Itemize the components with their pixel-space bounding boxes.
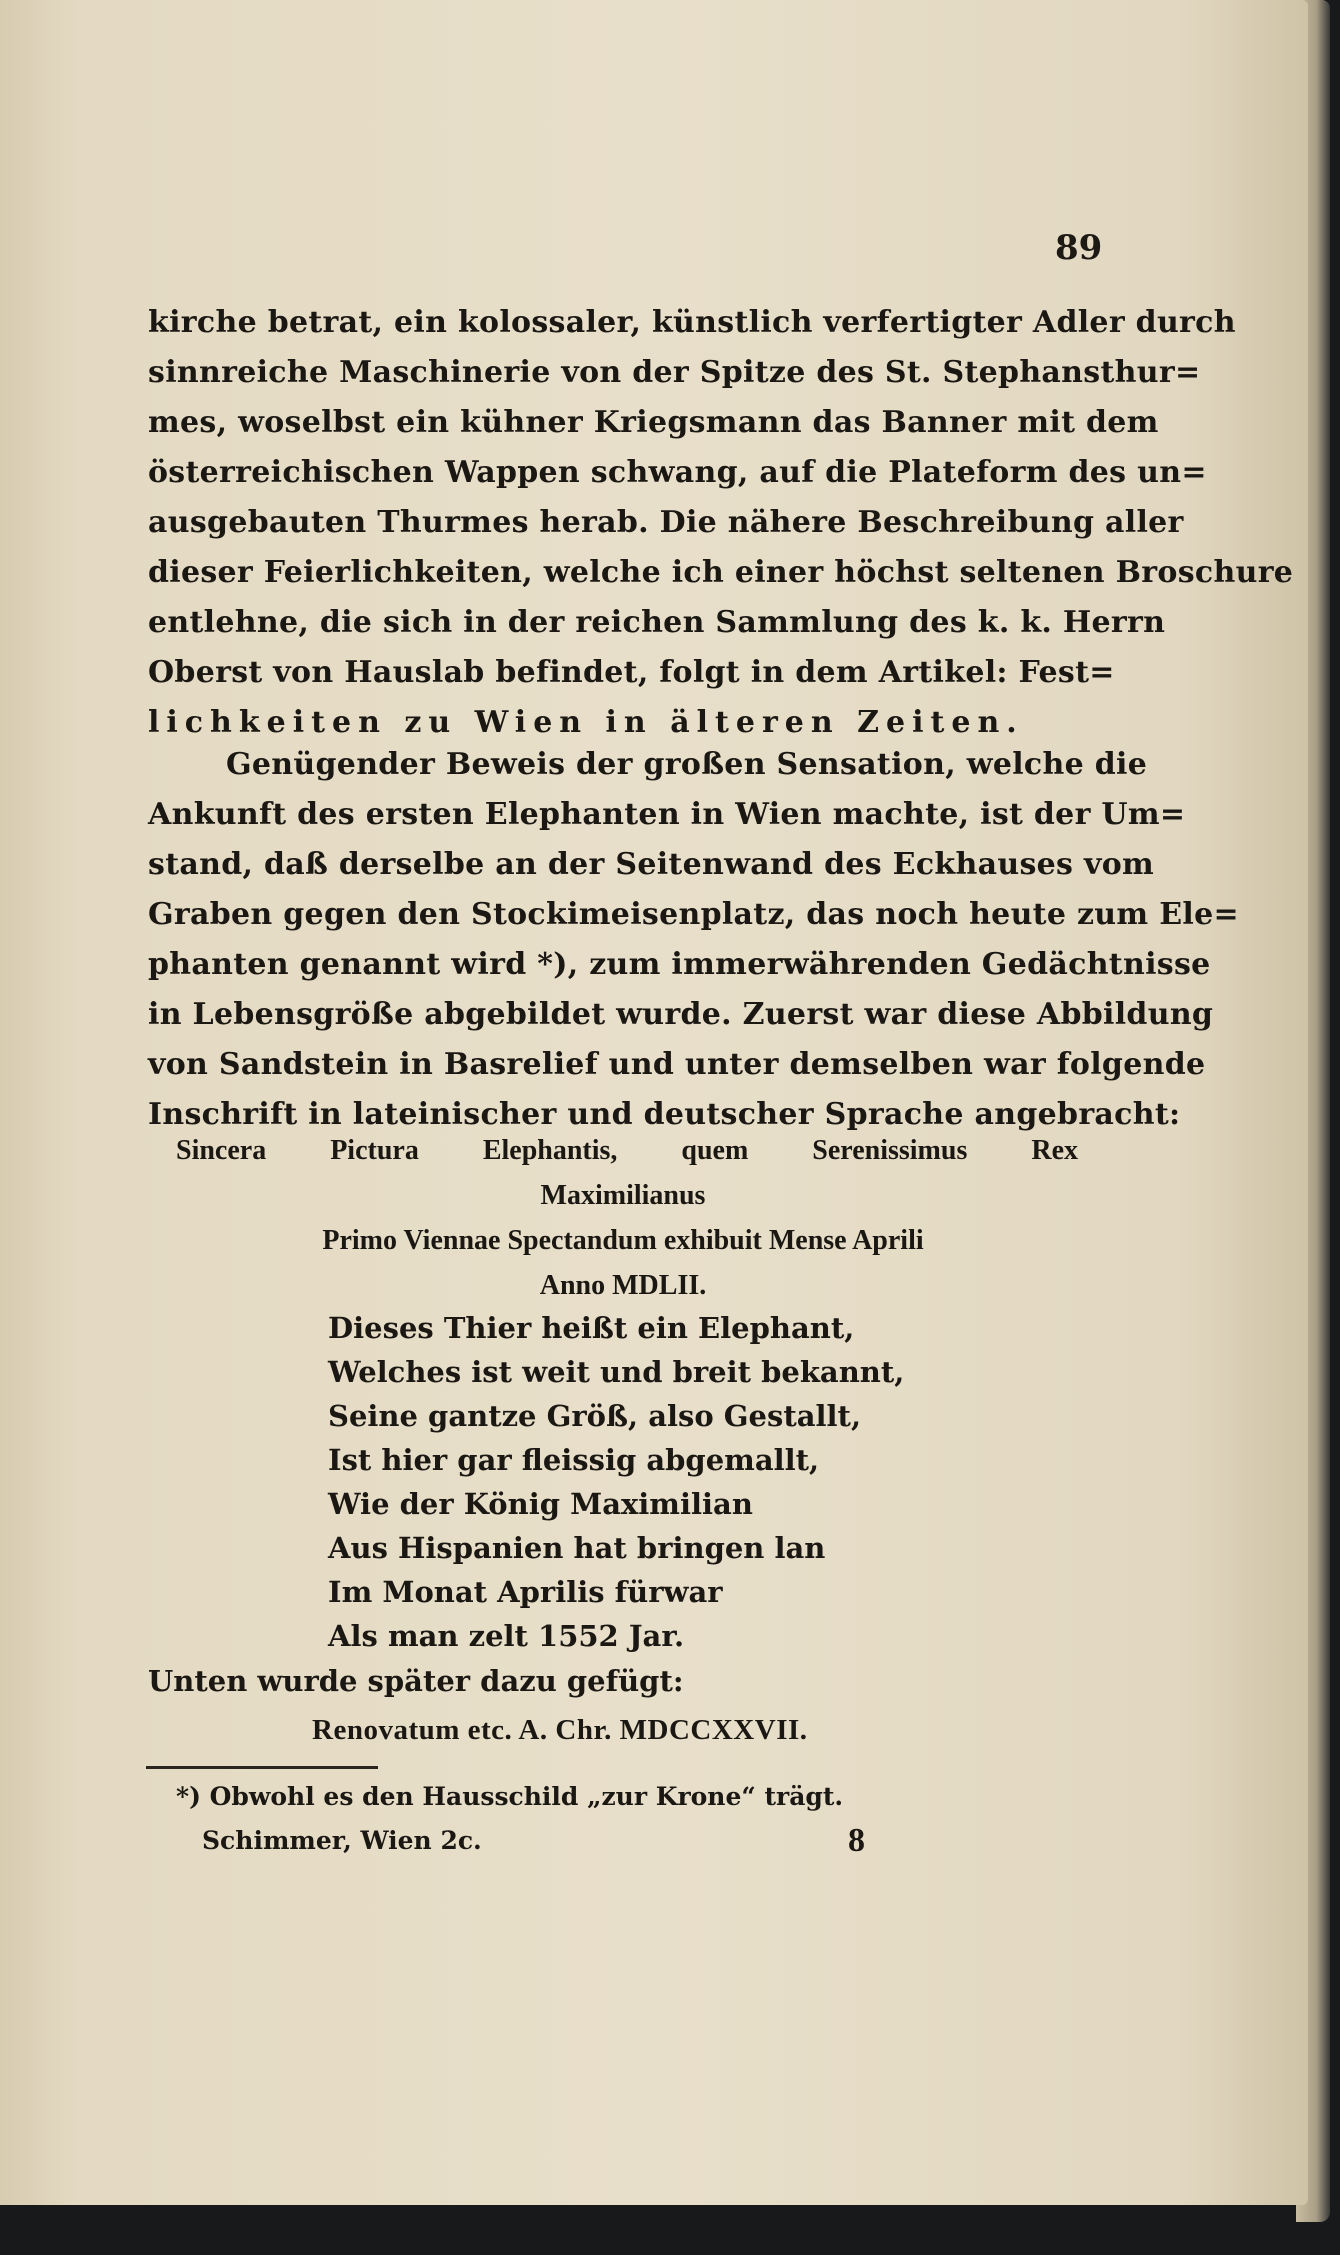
inscription-line: Sincera Pictura Elephantis, quem Serenissimus Rex xyxy=(176,1135,1078,1166)
paragraph-2 xyxy=(148,740,1239,1140)
text-line: Graben gegen den Stockimeisenplatz, das noch heute zum Ele= xyxy=(148,897,1239,932)
verse-line: Im Monat Aprilis fürwar xyxy=(328,1575,723,1609)
text-line: von Sandstein in Basrelief und unter demselben war folgende xyxy=(148,1047,1206,1082)
printer-signature: Schimmer, Wien 2c. xyxy=(202,1826,482,1855)
text-line: entlehne, die sich in der reichen Sammlung des k. k. Herrn xyxy=(148,605,1166,640)
sheet-number: 8 xyxy=(848,1822,865,1859)
text-line: kirche betrat, ein kolossaler, künstlich verfertigter Adler durch xyxy=(148,305,1236,340)
latin-inscription xyxy=(148,1128,1098,1308)
footnote: *) Obwohl es den Hausschild „zur Krone“ trägt. xyxy=(176,1782,844,1811)
inscription-line: Anno MDLII. xyxy=(539,1270,707,1301)
verse-line: Welches ist weit und breit bekannt, xyxy=(328,1355,905,1389)
text-line: Genügender Beweis der großen Sensation, welche die xyxy=(226,747,1148,782)
verse-line: Aus Hispanien hat bringen lan xyxy=(328,1531,826,1565)
verse-line: Seine gantze Größ, also Gestallt, xyxy=(328,1399,862,1433)
text-line: Inschrift in lateinischer und deutscher Sprache angebracht: xyxy=(148,1097,1181,1132)
verse-line: Als man zelt 1552 Jar. xyxy=(328,1619,685,1653)
text-line: phanten genannt wird *), zum immerwährenden Gedächtnisse xyxy=(148,947,1211,982)
page-number: 89 xyxy=(1055,228,1103,268)
text-line: dieser Feierlichkeiten, welche ich einer höchst seltenen Broschure xyxy=(148,555,1294,590)
verse-line: Ist hier gar fleissig abgemallt, xyxy=(328,1443,820,1477)
german-verse xyxy=(328,1306,904,1658)
text-line: ausgebauten Thurmes herab. Die nähere Beschreibung aller xyxy=(148,505,1184,540)
verse-line: Dieses Thier heißt ein Elephant, xyxy=(328,1311,855,1345)
inscription-line: Primo Viennae Spectandum exhibuit Mense Aprili xyxy=(322,1225,924,1256)
footnote-divider xyxy=(146,1766,378,1769)
text-line: Ankunft des ersten Elephanten in Wien machte, ist der Um= xyxy=(148,797,1186,832)
text-line: in Lebensgröße abgebildet wurde. Zuerst war diese Abbildung xyxy=(148,997,1214,1032)
inscription-line: Maximilianus xyxy=(540,1180,706,1211)
text-line: Oberst von Hauslab befindet, folgt in dem Artikel: Fest= xyxy=(148,655,1115,690)
verse-line: Wie der König Maximilian xyxy=(328,1487,753,1521)
renovation-line: Renovatum etc. A. Chr. MDCCXXVII. xyxy=(312,1714,808,1746)
text-line: mes, woselbst ein kühner Kriegsmann das Banner mit dem xyxy=(148,405,1159,440)
text-line: stand, daß derselbe an der Seitenwand des Eckhauses vom xyxy=(148,847,1155,882)
text-line: österreichischen Wappen schwang, auf die Plateform des un= xyxy=(148,455,1207,490)
text-line: sinnreiche Maschinerie von der Spitze des St. Stephansthur= xyxy=(148,355,1201,390)
after-verse-note: Unten wurde später dazu gefügt: xyxy=(148,1664,684,1698)
paragraph-1 xyxy=(148,298,1294,748)
text-line: lichkeiten zu Wien in älteren Zeiten. xyxy=(148,705,1024,740)
